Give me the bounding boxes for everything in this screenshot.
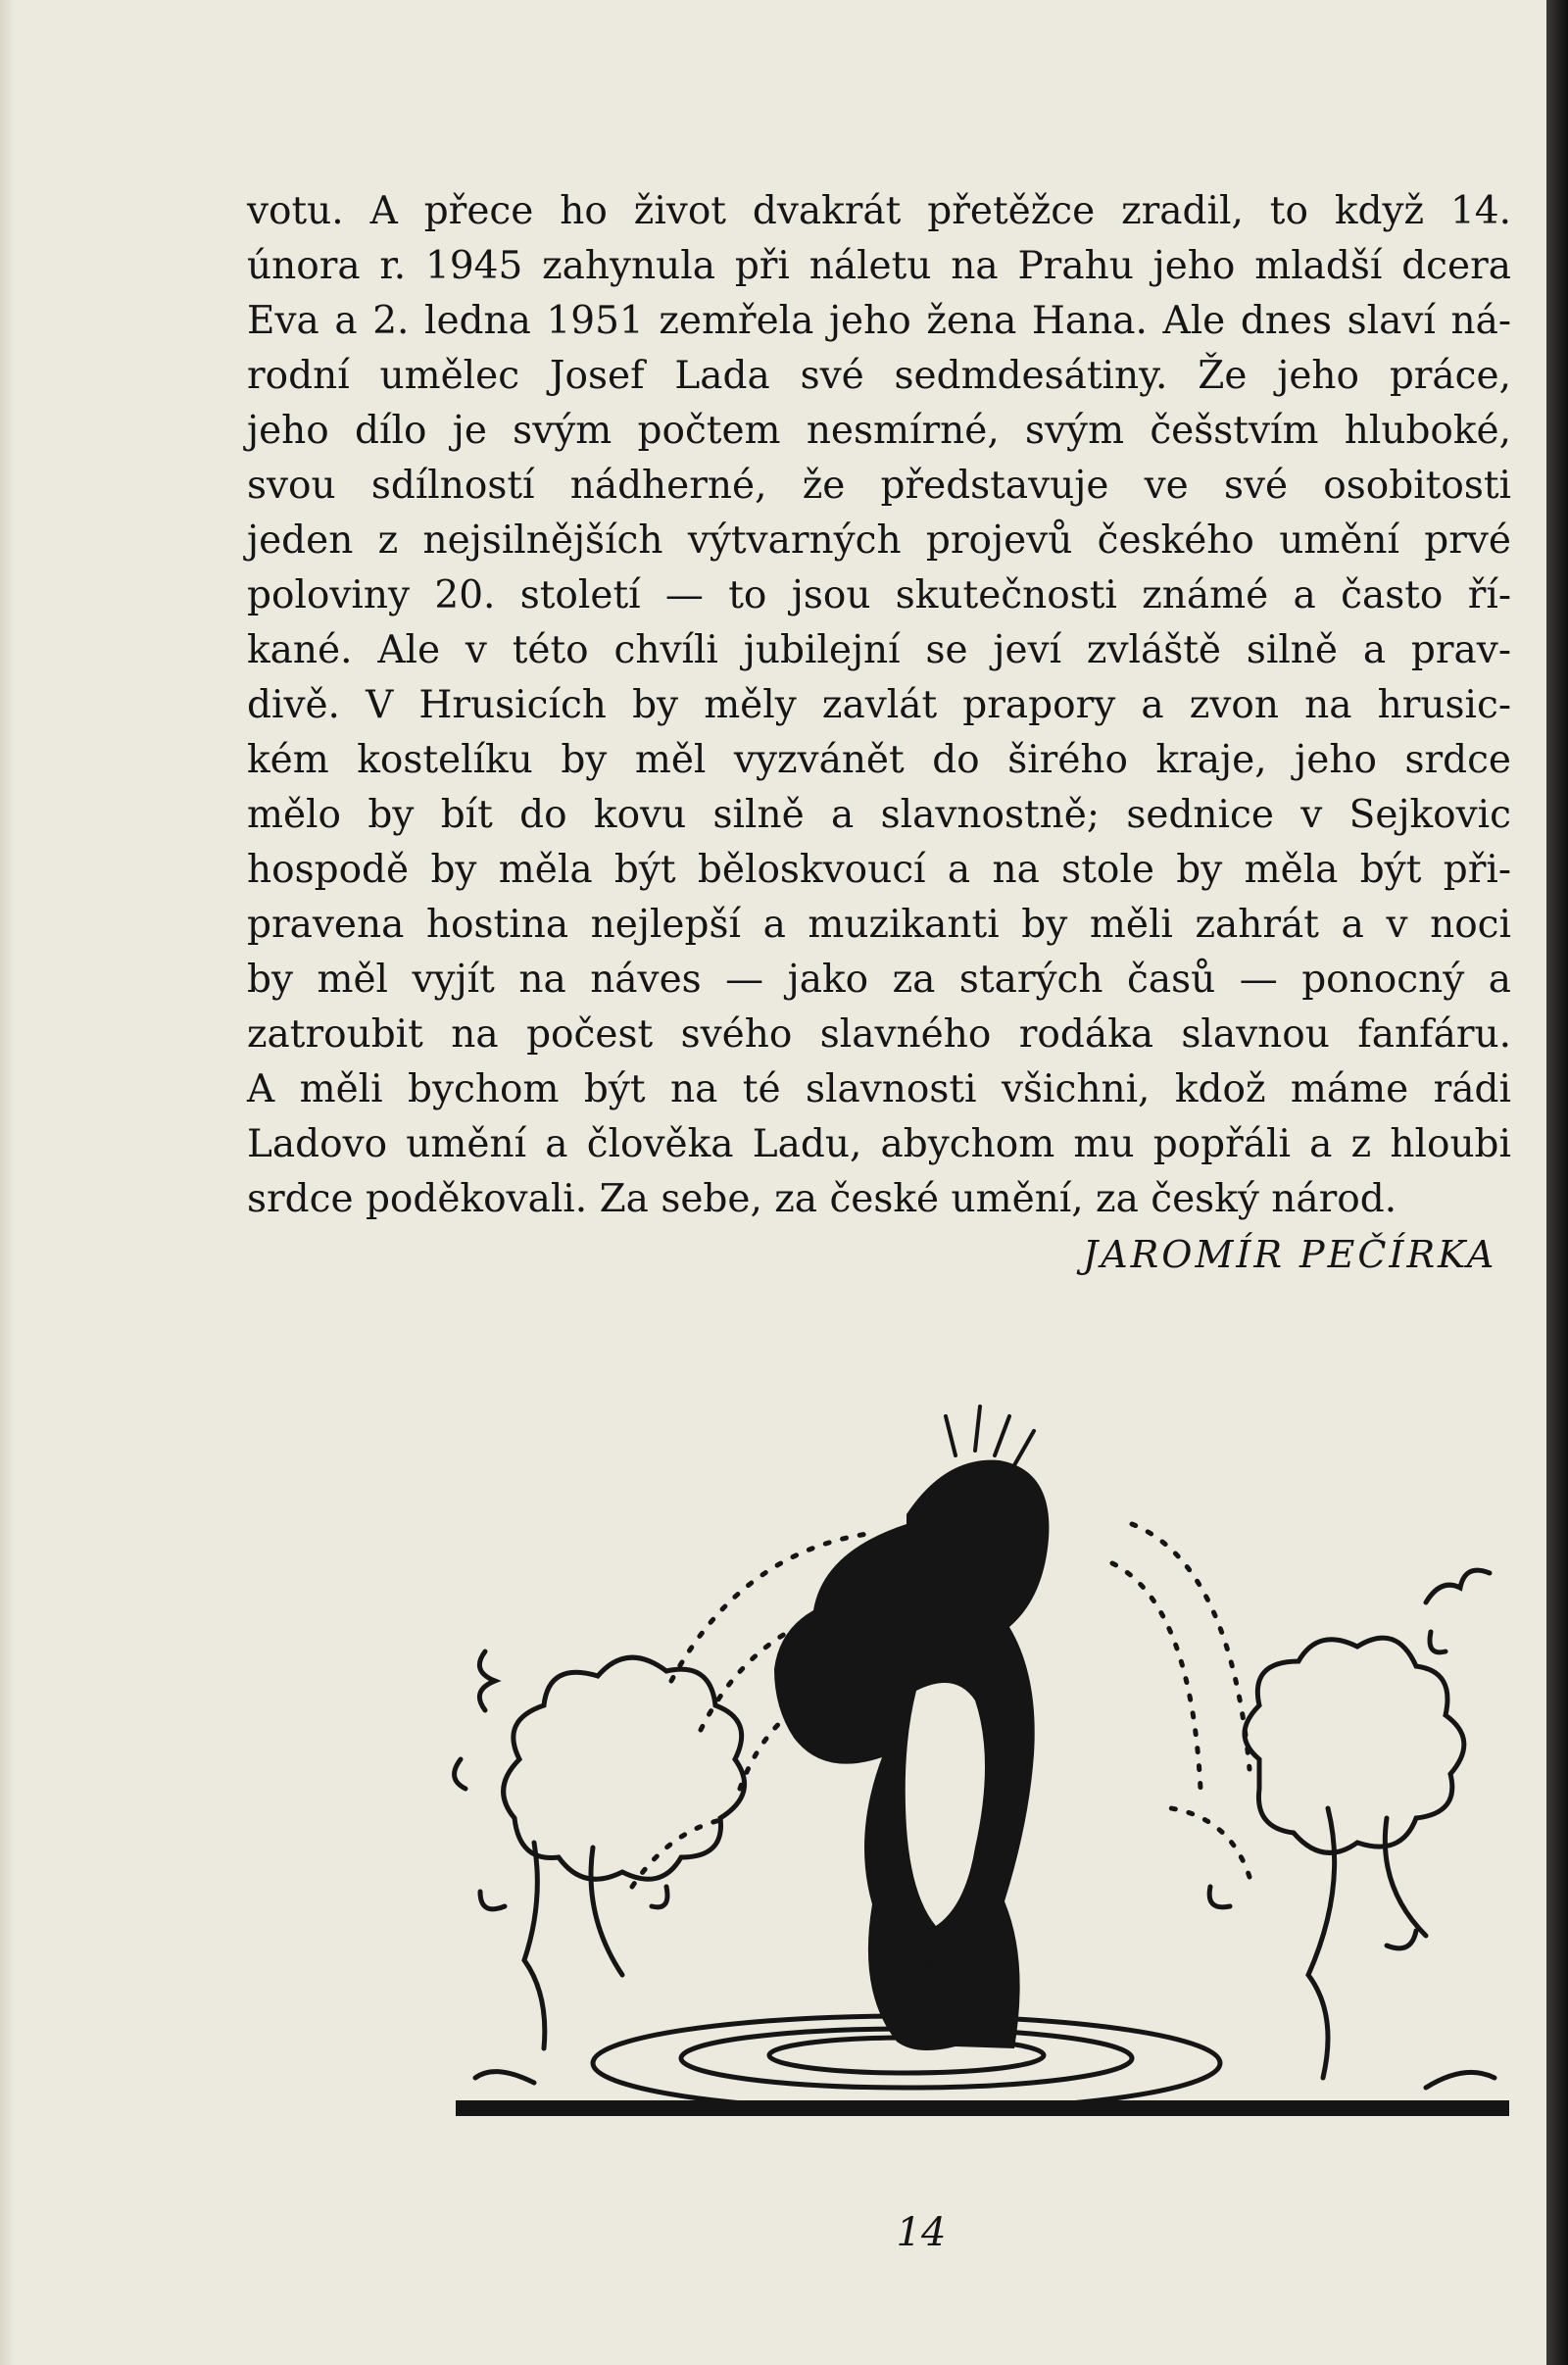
text-line: pravena hostina nejlepší a muzikanti by měli zahrát a v noci	[247, 903, 1511, 947]
text-line: hospodě by měla být běloskvoucí a na stole by měla být při-	[247, 848, 1511, 892]
page-gutter-shadow	[0, 0, 14, 2365]
author-signature: JAROMÍR PEČÍRKA	[1083, 1233, 1497, 1276]
text-line: A měli bychom být na té slavnosti všichni, kdož máme rádi	[247, 1067, 1511, 1111]
text-line: zatroubit na počest svého slavného rodáka slavnou fanfáru.	[247, 1012, 1511, 1057]
text-line: mělo by bít do kovu silně a slavnostně; sednice v Sejkovic	[247, 793, 1511, 837]
text-line: jeden z nejsilnějších výtvarných projevů českého umění prvé	[247, 518, 1511, 563]
text-line: kané. Ale v této chvíli jubilejní se jeví zvláště silně a prav-	[247, 628, 1511, 672]
text-line: kém kostelíku by měl vyzvánět do širého kraje, jeho srdce	[247, 738, 1511, 782]
text-line: by měl vyjít na náves — jako za starých časů — ponocný a	[247, 958, 1511, 1002]
page-number: 14	[896, 2210, 947, 2255]
text-line: svou sdílností nádherné, že představuje ve své osobitosti	[247, 464, 1511, 508]
text-line: února r. 1945 zahynula při náletu na Prahu jeho mladší dcera	[247, 244, 1511, 288]
text-line: jeho dílo je svým počtem nesmírné, svým češstvím hluboké,	[247, 409, 1511, 453]
page-edge-shadow	[1546, 0, 1568, 2365]
text-line: rodní umělec Josef Lada své sedmdesátiny. Že jeho práce,	[247, 354, 1511, 398]
text-line: votu. A přece ho život dvakrát přetěžce zradil, to když 14.	[247, 189, 1511, 233]
bathing-woman-illustration	[446, 1397, 1534, 2146]
text-line: poloviny 20. století — to jsou skutečnosti známé a často ří-	[247, 573, 1511, 617]
body-text	[247, 184, 1511, 1227]
text-line: Ladovo umění a člověka Ladu, abychom mu popřáli a z hloubi	[247, 1122, 1511, 1166]
text-line: srdce poděkovali. Za sebe, za české umění, za český národ.	[247, 1177, 1397, 1221]
text-line: divě. V Hrusicích by měly zavlát prapory a zvon na hrusic-	[247, 683, 1511, 727]
text-line: Eva a 2. ledna 1951 zemřela jeho žena Hana. Ale dnes slaví ná-	[247, 299, 1511, 343]
